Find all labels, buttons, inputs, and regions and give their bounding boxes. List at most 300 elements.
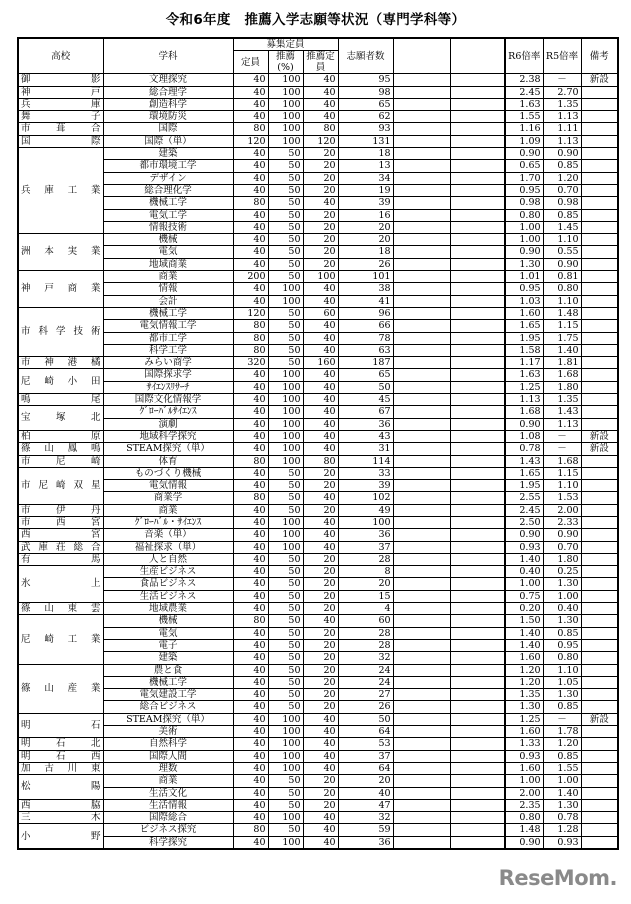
- capacity-cell: 80: [233, 824, 268, 836]
- capacity-cell: 80: [233, 615, 268, 627]
- notes-cell: [581, 664, 618, 676]
- table-row: [18, 541, 618, 553]
- blank-cell: [450, 234, 505, 246]
- blank-cell: [450, 111, 505, 123]
- notes-cell: [581, 467, 618, 479]
- notes-cell: [581, 762, 618, 774]
- capacity-cell: 40: [233, 566, 268, 578]
- r5-cell: 1.10: [543, 234, 581, 246]
- r6-cell: 0.95: [505, 283, 543, 295]
- rec-capacity-cell: 40: [303, 197, 338, 209]
- blank-cell: [393, 74, 450, 86]
- rec-pct-cell: 100: [268, 750, 303, 762]
- capacity-cell: 40: [233, 221, 268, 233]
- applicants-cell: 96: [338, 307, 393, 319]
- header-dept: 学科: [103, 38, 233, 74]
- rec-pct-cell: 50: [268, 172, 303, 184]
- notes-cell: [581, 86, 618, 98]
- rec-pct-cell: 50: [268, 197, 303, 209]
- table-row: [18, 676, 618, 688]
- r5-cell: 1.13: [543, 418, 581, 430]
- rec-pct-cell: 50: [268, 320, 303, 332]
- blank-cell: [393, 566, 450, 578]
- r6-cell: 2.55: [505, 492, 543, 504]
- blank-cell: [450, 836, 505, 849]
- rec-pct-cell: 50: [268, 467, 303, 479]
- applicants-cell: 27: [338, 689, 393, 701]
- school-name: 加古川東: [18, 762, 103, 774]
- blank-cell: [393, 812, 450, 824]
- r5-cell: 1.40: [543, 344, 581, 356]
- table-row: [18, 381, 618, 393]
- notes-cell: [581, 504, 618, 516]
- applicants-cell: 41: [338, 295, 393, 307]
- capacity-cell: 40: [233, 184, 268, 196]
- rec-capacity-cell: 20: [303, 603, 338, 615]
- applicants-cell: 93: [338, 123, 393, 135]
- rec-pct-cell: 50: [268, 615, 303, 627]
- blank-cell: [450, 480, 505, 492]
- notes-cell: [581, 578, 618, 590]
- blank-cell: [393, 553, 450, 565]
- dept-cell: 生活文化: [103, 787, 233, 799]
- blank-cell: [450, 332, 505, 344]
- table-row: [18, 369, 618, 381]
- r6-cell: 0.80: [505, 209, 543, 221]
- dept-cell: ものづくり機械: [103, 467, 233, 479]
- applicants-cell: 64: [338, 726, 393, 738]
- blank-cell: [450, 578, 505, 590]
- dept-cell: ｻｲｴﾝｽﾘｻｰﾁ: [103, 381, 233, 393]
- table-row: [18, 492, 618, 504]
- notes-cell: [581, 529, 618, 541]
- dept-cell: 農と食: [103, 664, 233, 676]
- blank-cell: [450, 566, 505, 578]
- dept-cell: 機械工学: [103, 197, 233, 209]
- r6-cell: 1.01: [505, 271, 543, 283]
- applicants-cell: 28: [338, 553, 393, 565]
- table-row: [18, 652, 618, 664]
- blank-cell: [393, 713, 450, 725]
- rec-capacity-cell: 20: [303, 234, 338, 246]
- blank-cell: [393, 123, 450, 135]
- dept-cell: ｸﾞﾛｰﾊﾞﾙｻｲｴﾝｽ: [103, 406, 233, 418]
- blank-cell: [450, 209, 505, 221]
- rec-pct-cell: 50: [268, 652, 303, 664]
- table-row: [18, 234, 618, 246]
- header-rec-capacity: 推薦定員: [303, 51, 338, 74]
- applicants-cell: 102: [338, 492, 393, 504]
- rec-capacity-cell: 20: [303, 676, 338, 688]
- applicants-cell: 37: [338, 750, 393, 762]
- dept-cell: 機械工学: [103, 676, 233, 688]
- r5-cell: 1.28: [543, 824, 581, 836]
- blank-cell: [450, 701, 505, 713]
- table-row: [18, 123, 618, 135]
- rec-pct-cell: 100: [268, 443, 303, 455]
- r5-cell: 0.70: [543, 541, 581, 553]
- school-name: 洲本実業: [18, 234, 103, 271]
- r6-cell: 0.95: [505, 184, 543, 196]
- applicants-cell: 8: [338, 566, 393, 578]
- notes-cell: [581, 307, 618, 319]
- school-name: 柏原: [18, 430, 103, 442]
- rec-capacity-cell: 20: [303, 578, 338, 590]
- capacity-cell: 40: [233, 775, 268, 787]
- blank-cell: [393, 357, 450, 369]
- rec-capacity-cell: 20: [303, 480, 338, 492]
- rec-pct-cell: 100: [268, 430, 303, 442]
- blank-cell: [393, 271, 450, 283]
- applicants-cell: 49: [338, 504, 393, 516]
- notes-cell: [581, 197, 618, 209]
- blank-cell: [450, 787, 505, 799]
- dept-cell: 都市工学: [103, 332, 233, 344]
- r5-cell: 0.95: [543, 639, 581, 651]
- capacity-cell: 80: [233, 123, 268, 135]
- blank-cell: [393, 529, 450, 541]
- school-name: 宝塚北: [18, 406, 103, 431]
- applicants-cell: 50: [338, 713, 393, 725]
- notes-cell: [581, 148, 618, 160]
- table-row: [18, 394, 618, 406]
- r6-cell: 0.78: [505, 443, 543, 455]
- blank-cell: [393, 516, 450, 528]
- blank-cell: [393, 689, 450, 701]
- rec-capacity-cell: 20: [303, 566, 338, 578]
- blank-cell: [450, 357, 505, 369]
- blank-cell: [450, 418, 505, 430]
- capacity-cell: 40: [233, 234, 268, 246]
- r5-cell: －: [543, 443, 581, 455]
- table-row: [18, 332, 618, 344]
- dept-cell: STEAM探究（単）: [103, 713, 233, 725]
- rec-capacity-cell: 20: [303, 160, 338, 172]
- r5-cell: 0.85: [543, 701, 581, 713]
- school-name: 兵庫工業: [18, 148, 103, 234]
- blank-cell: [450, 246, 505, 258]
- applicants-cell: 65: [338, 98, 393, 110]
- r5-cell: 1.75: [543, 332, 581, 344]
- r5-cell: 1.45: [543, 221, 581, 233]
- applicants-cell: 24: [338, 664, 393, 676]
- r6-cell: 0.98: [505, 197, 543, 209]
- applicants-cell: 26: [338, 258, 393, 270]
- school-name: 篠山産業: [18, 664, 103, 713]
- school-name: 明石西: [18, 750, 103, 762]
- table-row: [18, 529, 618, 541]
- blank-cell: [393, 332, 450, 344]
- rec-pct-cell: 100: [268, 394, 303, 406]
- capacity-cell: 40: [233, 111, 268, 123]
- rec-capacity-cell: 20: [303, 652, 338, 664]
- dept-cell: ｸﾞﾛｰﾊﾞﾙ・ｻｲｴﾝｽ: [103, 516, 233, 528]
- capacity-cell: 40: [233, 443, 268, 455]
- notes-cell: [581, 787, 618, 799]
- rec-pct-cell: 100: [268, 541, 303, 553]
- header-school: 高校: [18, 38, 103, 74]
- blank-cell: [450, 713, 505, 725]
- blank-cell: [450, 295, 505, 307]
- capacity-cell: 40: [233, 836, 268, 849]
- notes-cell: 新設: [581, 713, 618, 725]
- notes-cell: [581, 123, 618, 135]
- rec-capacity-cell: 40: [303, 418, 338, 430]
- r6-cell: 0.93: [505, 541, 543, 553]
- rec-pct-cell: 50: [268, 209, 303, 221]
- school-name: 篠山鳳鳴: [18, 443, 103, 455]
- dept-cell: 都市環境工学: [103, 160, 233, 172]
- table-row: [18, 787, 618, 799]
- r6-cell: 2.35: [505, 799, 543, 811]
- table-row: [18, 516, 618, 528]
- table-row: [18, 467, 618, 479]
- table-row: [18, 209, 618, 221]
- table-row: [18, 86, 618, 98]
- applicants-cell: 64: [338, 762, 393, 774]
- notes-cell: [581, 455, 618, 467]
- table-row: [18, 836, 618, 849]
- applicants-cell: 34: [338, 172, 393, 184]
- school-name: 鳴尾: [18, 394, 103, 406]
- r5-cell: 0.78: [543, 812, 581, 824]
- notes-cell: [581, 824, 618, 836]
- dept-cell: 機械工学: [103, 307, 233, 319]
- blank-cell: [450, 750, 505, 762]
- r6-cell: 1.40: [505, 627, 543, 639]
- r5-cell: 1.00: [543, 590, 581, 602]
- dept-cell: 福祉探求（単）: [103, 541, 233, 553]
- table-row: [18, 111, 618, 123]
- rec-capacity-cell: 40: [303, 615, 338, 627]
- notes-cell: [581, 541, 618, 553]
- dept-cell: 総合理学: [103, 86, 233, 98]
- r6-cell: 0.65: [505, 160, 543, 172]
- school-name: 西脇: [18, 799, 103, 811]
- dept-cell: 科学工学: [103, 344, 233, 356]
- blank-cell: [450, 86, 505, 98]
- r6-cell: 1.65: [505, 467, 543, 479]
- capacity-cell: 40: [233, 283, 268, 295]
- blank-cell: [393, 578, 450, 590]
- blank-cell: [393, 639, 450, 651]
- r5-cell: 1.10: [543, 480, 581, 492]
- capacity-cell: 40: [233, 578, 268, 590]
- rec-pct-cell: 50: [268, 590, 303, 602]
- rec-pct-cell: 100: [268, 738, 303, 750]
- dept-cell: 環境防災: [103, 111, 233, 123]
- notes-cell: [581, 652, 618, 664]
- r5-cell: 1.20: [543, 738, 581, 750]
- blank-cell: [450, 172, 505, 184]
- r6-cell: 1.43: [505, 455, 543, 467]
- applicants-cell: 32: [338, 652, 393, 664]
- r5-cell: 0.90: [543, 529, 581, 541]
- blank-cell: [393, 455, 450, 467]
- table-row: [18, 406, 618, 418]
- rec-pct-cell: 50: [268, 492, 303, 504]
- applicants-cell: 31: [338, 443, 393, 455]
- blank-cell: [450, 307, 505, 319]
- notes-cell: [581, 271, 618, 283]
- school-name: 兵庫: [18, 98, 103, 110]
- table-row: [18, 762, 618, 774]
- notes-cell: [581, 603, 618, 615]
- table-row: [18, 74, 618, 86]
- blank-cell: [393, 381, 450, 393]
- blank-cell: [450, 799, 505, 811]
- rec-pct-cell: 100: [268, 381, 303, 393]
- rec-capacity-cell: 20: [303, 258, 338, 270]
- blank-cell: [450, 689, 505, 701]
- rec-pct-cell: 50: [268, 639, 303, 651]
- r6-cell: 1.60: [505, 762, 543, 774]
- blank-cell: [450, 369, 505, 381]
- capacity-cell: 40: [233, 553, 268, 565]
- applicants-cell: 114: [338, 455, 393, 467]
- rec-pct-cell: 100: [268, 74, 303, 86]
- r5-cell: 0.80: [543, 283, 581, 295]
- r5-cell: 1.35: [543, 394, 581, 406]
- table-row: [18, 344, 618, 356]
- blank-cell: [393, 344, 450, 356]
- notes-cell: [581, 566, 618, 578]
- school-name: 尼崎小田: [18, 369, 103, 394]
- r5-cell: 2.33: [543, 516, 581, 528]
- rec-capacity-cell: 40: [303, 541, 338, 553]
- table-row: [18, 504, 618, 516]
- capacity-cell: 320: [233, 357, 268, 369]
- r5-cell: 1.10: [543, 295, 581, 307]
- school-name: 神戸商業: [18, 271, 103, 308]
- r5-cell: 0.55: [543, 246, 581, 258]
- table-row: [18, 197, 618, 209]
- r6-cell: 1.08: [505, 430, 543, 442]
- applicants-cell: 100: [338, 516, 393, 528]
- rec-capacity-cell: 20: [303, 590, 338, 602]
- r5-cell: 0.98: [543, 197, 581, 209]
- notes-cell: [581, 836, 618, 849]
- blank-cell: [450, 664, 505, 676]
- r6-cell: 1.40: [505, 639, 543, 651]
- r6-cell: 1.65: [505, 320, 543, 332]
- capacity-cell: 40: [233, 504, 268, 516]
- applicants-cell: 45: [338, 394, 393, 406]
- rec-capacity-cell: 20: [303, 689, 338, 701]
- r6-cell: 0.75: [505, 590, 543, 602]
- rec-pct-cell: 50: [268, 664, 303, 676]
- rec-capacity-cell: 40: [303, 738, 338, 750]
- school-name: 尼崎工業: [18, 615, 103, 664]
- table-row: [18, 295, 618, 307]
- applicants-cell: 38: [338, 283, 393, 295]
- r5-cell: 0.85: [543, 160, 581, 172]
- blank-cell: [393, 443, 450, 455]
- r6-cell: 0.90: [505, 148, 543, 160]
- capacity-cell: 40: [233, 738, 268, 750]
- school-name: 市神港橘: [18, 357, 103, 369]
- blank-cell: [450, 394, 505, 406]
- table-row: [18, 148, 618, 160]
- rec-pct-cell: 100: [268, 295, 303, 307]
- r6-cell: 0.90: [505, 246, 543, 258]
- rec-capacity-cell: 40: [303, 320, 338, 332]
- applicants-cell: 24: [338, 676, 393, 688]
- rec-capacity-cell: 100: [303, 271, 338, 283]
- table-row: [18, 639, 618, 651]
- notes-cell: [581, 480, 618, 492]
- r5-cell: 1.48: [543, 307, 581, 319]
- applicants-cell: 28: [338, 639, 393, 651]
- blank-cell: [393, 234, 450, 246]
- capacity-cell: 40: [233, 86, 268, 98]
- r6-cell: 1.70: [505, 172, 543, 184]
- blank-cell: [393, 184, 450, 196]
- rec-pct-cell: 50: [268, 566, 303, 578]
- rec-pct-cell: 100: [268, 516, 303, 528]
- r6-cell: 1.35: [505, 689, 543, 701]
- table-row: [18, 98, 618, 110]
- applicants-cell: 50: [338, 381, 393, 393]
- blank-cell: [450, 123, 505, 135]
- table-row: [18, 664, 618, 676]
- dept-cell: 商業: [103, 271, 233, 283]
- header-applicants: 志願者数: [338, 38, 393, 74]
- r5-cell: 0.90: [543, 148, 581, 160]
- r5-cell: 1.53: [543, 492, 581, 504]
- rec-pct-cell: 100: [268, 135, 303, 147]
- r6-cell: 1.60: [505, 726, 543, 738]
- blank-cell: [393, 627, 450, 639]
- capacity-cell: 120: [233, 135, 268, 147]
- rec-capacity-cell: 40: [303, 369, 338, 381]
- school-name: 明石: [18, 713, 103, 738]
- blank-cell: [450, 184, 505, 196]
- blank-cell: [393, 590, 450, 602]
- r5-cell: 1.81: [543, 357, 581, 369]
- rec-pct-cell: 50: [268, 184, 303, 196]
- r5-cell: －: [543, 74, 581, 86]
- applicants-cell: 101: [338, 271, 393, 283]
- notes-cell: [581, 516, 618, 528]
- r5-cell: 1.30: [543, 578, 581, 590]
- school-name: 御影: [18, 74, 103, 86]
- r6-cell: 1.30: [505, 701, 543, 713]
- applicants-cell: 39: [338, 197, 393, 209]
- rec-capacity-cell: 20: [303, 504, 338, 516]
- rec-pct-cell: 50: [268, 357, 303, 369]
- blank-cell: [450, 824, 505, 836]
- notes-cell: [581, 234, 618, 246]
- rec-capacity-cell: 80: [303, 455, 338, 467]
- capacity-cell: 40: [233, 516, 268, 528]
- notes-cell: [581, 381, 618, 393]
- rec-capacity-cell: 40: [303, 430, 338, 442]
- rec-pct-cell: 100: [268, 111, 303, 123]
- blank-cell: [393, 541, 450, 553]
- applicants-cell: 67: [338, 406, 393, 418]
- blank-cell: [393, 418, 450, 430]
- notes-cell: [581, 689, 618, 701]
- rec-pct-cell: 50: [268, 553, 303, 565]
- r5-cell: 0.40: [543, 603, 581, 615]
- r6-cell: 1.03: [505, 295, 543, 307]
- r5-cell: 1.55: [543, 762, 581, 774]
- school-name: 神戸: [18, 86, 103, 98]
- rec-pct-cell: 50: [268, 271, 303, 283]
- notes-cell: [581, 590, 618, 602]
- table-row: [18, 418, 618, 430]
